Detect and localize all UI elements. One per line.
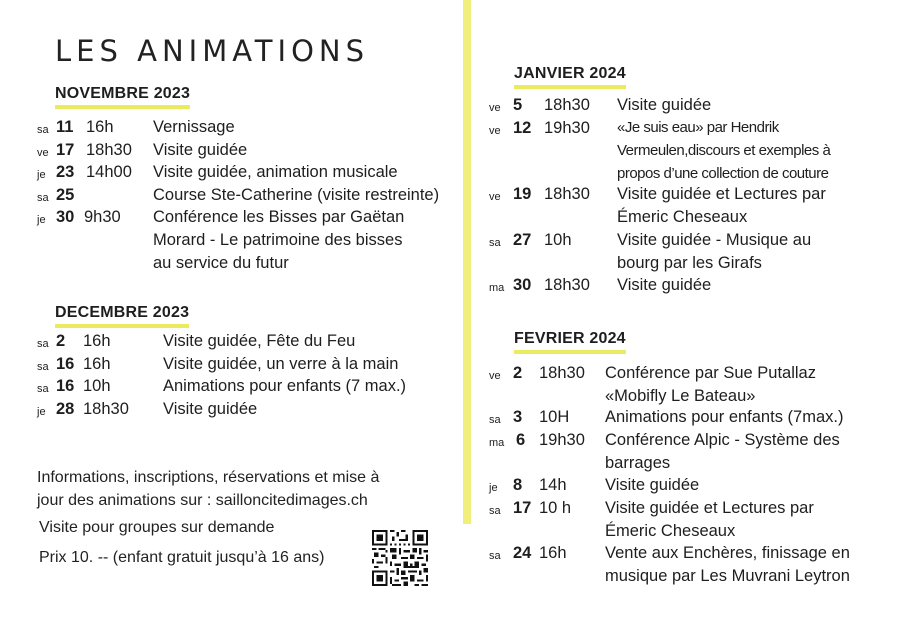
event-time: 10H [539,408,570,426]
event-day: ve [489,102,501,114]
event-description: barrages [605,454,671,472]
event-day: ve [37,147,49,159]
event-day: sa [37,383,49,395]
qr-code-icon[interactable] [372,530,428,586]
event-day: je [37,406,46,418]
event-description: Visite guidée et Lectures par [605,499,814,517]
month-heading: JANVIER 2024 [514,65,626,89]
event-date: 6 [516,431,526,449]
event-date: 12 [513,119,532,137]
event-time: 18h30 [544,96,590,114]
event-description: Visite guidée [617,96,712,114]
event-date: 17 [56,141,75,159]
event-time: 18h30 [539,364,585,382]
event-time: 16h [83,332,111,350]
event-date: 25 [56,186,75,204]
event-date: 30 [513,276,532,294]
event-day: sa [489,237,501,249]
event-description: Visite guidée, un verre à la main [163,355,399,373]
event-description: Visite guidée - Musique au [617,231,812,249]
event-time: 10 h [539,499,572,517]
event-time: 19h30 [544,119,590,137]
event-time: 14h00 [86,163,132,181]
event-time: 19h30 [539,431,585,449]
event-description: Visite guidée [617,276,712,294]
event-date: 17 [513,499,532,517]
event-description: bourg par les Girafs [617,254,762,272]
event-description: Visite guidée [153,141,248,159]
event-time: 9h30 [84,208,121,226]
event-description: Vernissage [153,118,235,136]
group-visits-note: Visite pour groupes sur demande [39,519,275,536]
page-title: LES ANIMATIONS [55,34,369,68]
event-time: 16h [539,544,567,562]
event-day: sa [37,338,49,350]
event-date: 23 [56,163,75,181]
event-date: 28 [56,400,75,418]
event-description: musique par Les Muvrani Leytron [605,567,850,585]
event-day: ma [489,282,505,294]
event-description: Conférence par Sue Putallaz [605,364,816,382]
event-time: 16h [83,355,111,373]
event-description: Conférence les Bisses par Gaëtan [153,208,405,226]
event-date: 27 [513,231,532,249]
event-description: propos d’une collection de couture [617,165,829,182]
event-time: 18h30 [86,141,132,159]
event-date: 5 [513,96,523,114]
event-description: au service du futur [153,254,289,272]
event-time: 18h30 [83,400,129,418]
event-description: Émeric Cheseaux [617,208,748,226]
event-day: sa [489,505,501,517]
event-time: 16h [86,118,114,136]
event-time: 18h30 [544,185,590,203]
event-time: 10h [544,231,572,249]
price-info: Prix 10. -- (enfant gratuit jusqu’à 16 ans) [39,549,325,566]
event-date: 8 [513,476,523,494]
event-description: Visite guidée et Lectures par [617,185,826,203]
event-date: 30 [56,208,75,226]
event-description: Visite guidée, Fête du Feu [163,332,356,350]
event-date: 2 [513,364,523,382]
event-date: 24 [513,544,532,562]
event-day: sa [37,124,49,136]
event-description: Course Ste-Catherine (visite restreinte) [153,186,440,204]
event-date: 19 [513,185,532,203]
event-day: ma [489,437,505,449]
event-day: sa [489,414,501,426]
event-day: sa [37,192,49,204]
event-description: Animations pour enfants (7max.) [605,408,844,426]
event-description: Animations pour enfants (7 max.) [163,377,407,395]
event-day: sa [37,361,49,373]
event-date: 3 [513,408,523,426]
month-heading: NOVEMBRE 2023 [55,85,190,109]
month-heading: DECEMBRE 2023 [55,304,189,328]
event-date: 16 [56,377,75,395]
event-day: je [37,214,46,226]
event-time: 10h [83,377,111,395]
event-day: ve [489,370,501,382]
info-text-line-1: Informations, inscriptions, réservations et mise à [37,469,380,486]
event-time: 18h30 [544,276,590,294]
info-text-line-2: jour des animations sur : sailloncitedimages.ch [37,492,368,509]
event-day: sa [489,550,501,562]
event-description: «Je suis eau» par Hendrik [617,119,779,136]
event-date: 16 [56,355,75,373]
event-description: «Mobifly Le Bateau» [605,387,756,405]
column-divider [463,0,471,524]
event-time: 14h [539,476,567,494]
event-description: Morard - Le patrimoine des bisses [153,231,403,249]
event-date: 11 [56,118,74,136]
event-day: je [37,169,46,181]
event-description: Visite guidée [605,476,700,494]
month-heading: FEVRIER 2024 [514,330,626,354]
event-description: Vermeulen,discours et exemples à [617,142,831,159]
event-description: Vente aux Enchères, finissage en [605,544,850,562]
event-day: ve [489,191,501,203]
event-description: Émeric Cheseaux [605,522,736,540]
event-description: Visite guidée [163,400,258,418]
event-day: je [489,482,498,494]
event-day: ve [489,125,501,137]
event-description: Visite guidée, animation musicale [153,163,398,181]
event-description: Conférence Alpic - Système des [605,431,840,449]
event-date: 2 [56,332,66,350]
